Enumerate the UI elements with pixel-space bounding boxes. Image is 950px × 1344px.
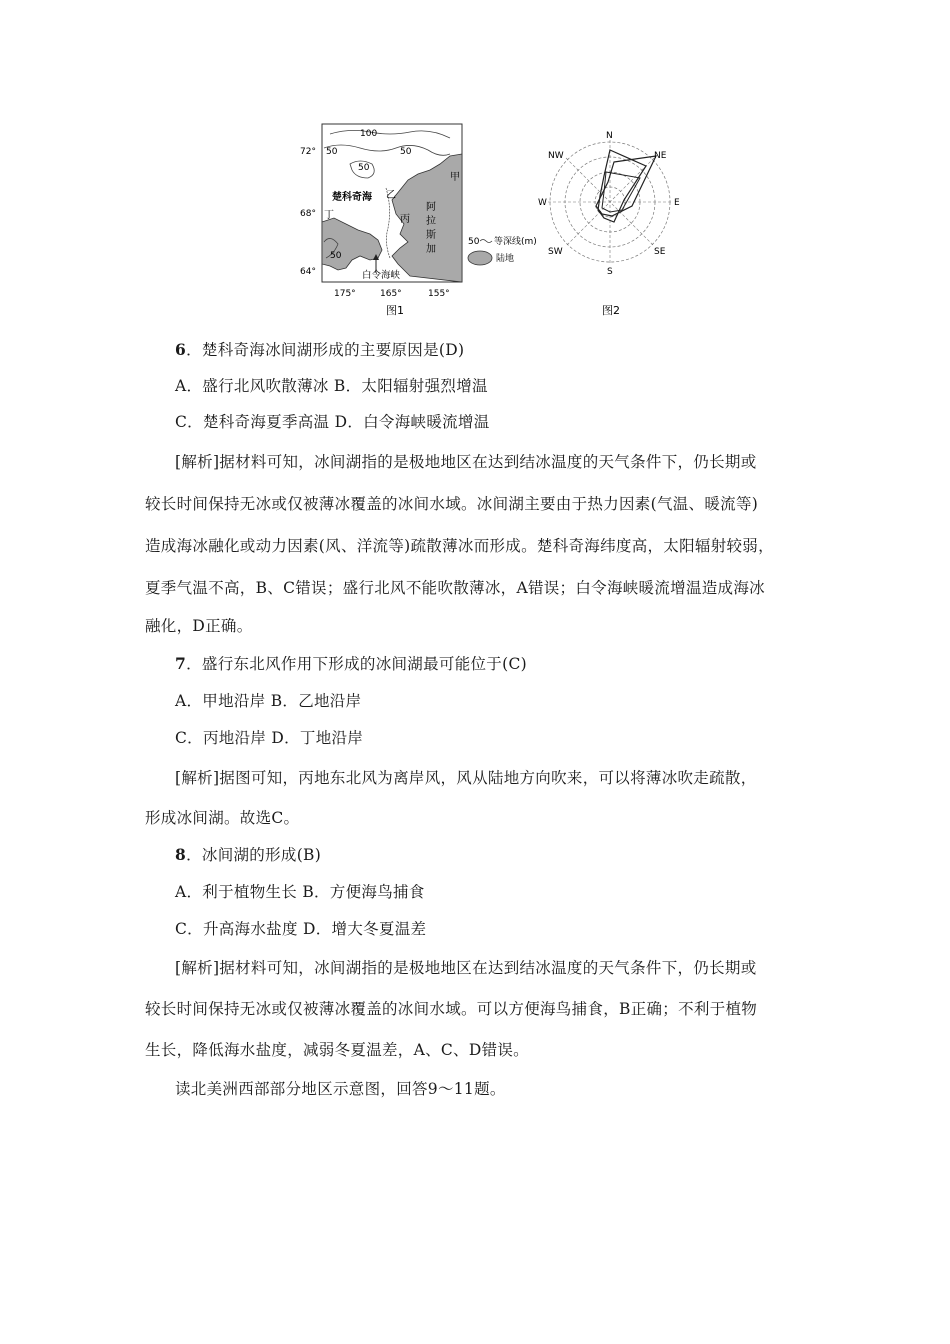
- lat-label-68: 68°: [300, 209, 316, 219]
- question-text: ．冰间湖的形成(B): [186, 846, 322, 864]
- map-svg: [300, 118, 540, 318]
- question-7: [175, 652, 527, 674]
- analysis-line: 夏季气温不高，B、C错误；盛行北风不能吹散薄冰，A错误；白令海峡暖流增温造成海冰: [145, 579, 765, 597]
- question-text: ．盛行东北风作用下形成的冰间湖最可能位于(C): [186, 655, 527, 673]
- isobath-50-north: [324, 145, 450, 155]
- question-number: 8: [175, 845, 187, 864]
- label-chukchi-sea: 楚科奇海: [332, 192, 372, 203]
- option-line: C．楚科奇海夏季高温 D．白令海峡暖流增温: [175, 413, 490, 431]
- depth-label-50: 50: [358, 163, 370, 173]
- legend-isobath-line: [480, 240, 492, 243]
- isobath-100: [330, 130, 450, 138]
- figure-1-map: [300, 118, 540, 318]
- analysis-line: [解析]据材料可知，冰间湖指的是极地地区在达到结冰温度的天气条件下，仍长期或: [175, 959, 757, 977]
- figure-2-wind-rose: [540, 118, 700, 318]
- dir-label-w: W: [538, 198, 547, 208]
- dir-label-se: SE: [654, 247, 666, 257]
- legend-isobath-value: 50: [468, 237, 480, 247]
- dir-label-sw: SW: [548, 247, 563, 257]
- dir-label-nw: NW: [548, 151, 564, 161]
- label-alaska-4: 加: [426, 244, 436, 255]
- depth-label-50: 50: [330, 251, 342, 261]
- chukotka-land: [322, 218, 382, 270]
- label-bering-strait: 白令海峡: [362, 270, 401, 281]
- option-line: C．升高海水盐度 D．增大冬夏温差: [175, 920, 427, 938]
- lat-label-72: 72°: [300, 147, 316, 157]
- question-number: 6: [175, 340, 187, 359]
- depth-label-50: 50: [400, 147, 412, 157]
- analysis-line: 融化，D正确。: [145, 617, 253, 635]
- dir-label-ne: NE: [654, 151, 667, 161]
- depth-label-50: 50: [326, 147, 338, 157]
- label-alaska-3: 斯: [426, 230, 436, 241]
- figures: [300, 118, 700, 323]
- lon-label-175: 175°: [334, 289, 356, 299]
- option-line: C．丙地沿岸 D．丁地沿岸: [175, 729, 364, 747]
- dir-label-s: S: [607, 267, 613, 277]
- depth-label-100: 100: [360, 129, 378, 139]
- question-number: 7: [175, 654, 187, 673]
- lon-label-155: 155°: [428, 289, 450, 299]
- label-alaska-2: 拉: [426, 216, 436, 227]
- option-line: A．盛行北风吹散薄冰 B．太阳辐射强烈增温: [175, 377, 488, 395]
- lon-label-165: 165°: [380, 289, 402, 299]
- option-line: A．甲地沿岸 B．乙地沿岸: [175, 692, 362, 710]
- label-ding: 丁: [324, 210, 334, 221]
- reading-prompt: 读北美洲西部部分地区示意图，回答9～11题。: [175, 1080, 506, 1098]
- label-yi: 乙: [386, 190, 396, 201]
- analysis-line: [解析]据图可知，丙地东北风为离岸风，风从陆地方向吹来，可以将薄冰吹走疏散，: [175, 769, 757, 787]
- question-6: [175, 338, 464, 360]
- question-8: [175, 843, 321, 865]
- dir-label-e: E: [674, 198, 680, 208]
- legend-land-swatch: [468, 251, 492, 265]
- dir-label-n: N: [606, 131, 613, 141]
- analysis-line: 生长，降低海水盐度，减弱冬夏温差，A、C、D错误。: [145, 1041, 529, 1059]
- option-line: A．利于植物生长 B．方便海鸟捕食: [175, 883, 425, 901]
- analysis-line: 造成海冰融化或动力因素(风、洋流等)疏散薄冰而形成。楚科奇海纬度高，太阳辐射较弱，: [145, 537, 774, 555]
- legend-land-label: 陆地: [496, 254, 515, 264]
- label-alaska-1: 阿: [426, 202, 436, 213]
- label-bing: 丙: [400, 214, 410, 225]
- wind-rose-svg: [540, 118, 700, 318]
- analysis-line: [解析]据材料可知，冰间湖指的是极地地区在达到结冰温度的天气条件下，仍长期或: [175, 453, 757, 471]
- analysis-line: 较长时间保持无冰或仅被薄冰覆盖的冰间水域。可以方便海鸟捕食，B正确；不利于植物: [145, 1000, 758, 1018]
- legend-isobath-label: 等深线(m): [494, 237, 537, 247]
- analysis-line: 较长时间保持无冰或仅被薄冰覆盖的冰间水域。冰间湖主要由于热力因素(气温、暖流等): [145, 495, 759, 513]
- figure-2-caption: 图2: [602, 304, 620, 317]
- analysis-line: 形成冰间湖。故选C。: [145, 809, 300, 827]
- question-text: ．楚科奇海冰间湖形成的主要原因是(D): [186, 341, 465, 359]
- lat-label-64: 64°: [300, 267, 316, 277]
- label-jia: 甲: [450, 172, 460, 183]
- figure-1-caption: 图1: [386, 304, 404, 317]
